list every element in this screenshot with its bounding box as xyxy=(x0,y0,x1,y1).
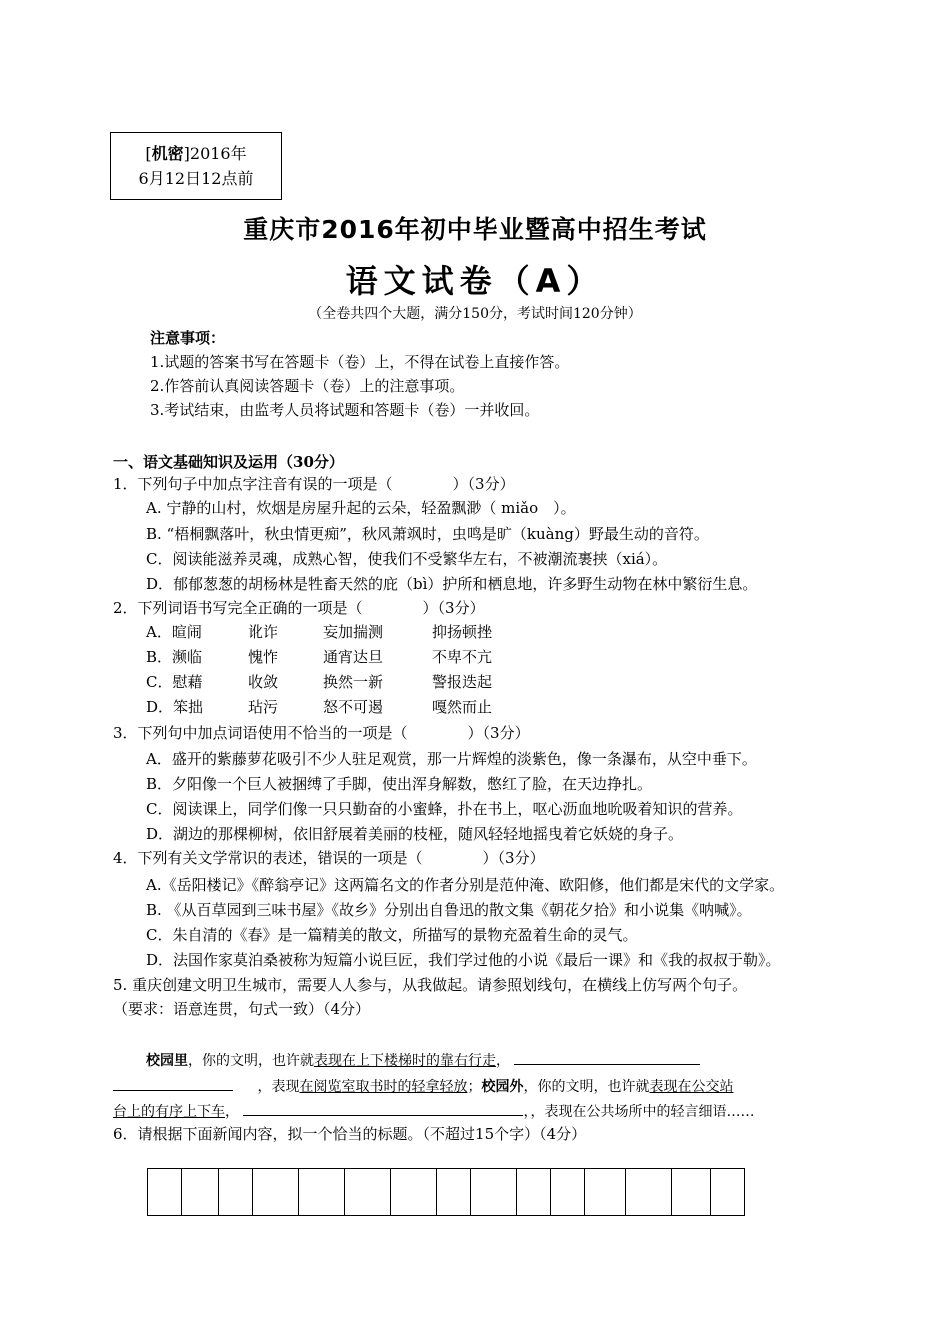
grid-cell[interactable] xyxy=(148,1169,182,1215)
grid-cell[interactable] xyxy=(391,1169,437,1215)
grid-cell[interactable] xyxy=(253,1169,299,1215)
notice-item: 1.试题的答案书写在答题卡（卷）上，不得在试卷上直接作答。 xyxy=(150,353,570,371)
q1-option-c: C．阅读能滋养灵魂，成熟心智，使我们不受繁华左右，不被潮流裹挟（xiá）。 xyxy=(146,550,668,568)
q4-option-d: D．法国作家莫泊桑被称为短篇小说巨匠，我们学过他的小说《最后一课》和《我的叔叔于勒》。 xyxy=(146,951,781,969)
section-heading: 一、语文基础知识及运用（30分） xyxy=(113,453,344,471)
q4-option-c: C．朱自清的《春》是一篇精美的散文，所描写的景物充盈着生命的灵气。 xyxy=(146,926,638,944)
q1-option-d: D．郁郁葱葱的胡杨林是牲畜天然的庇（bì）护所和栖息地，许多野生动物在林中繁衍生息。 xyxy=(146,575,758,593)
q3-option-c: C．阅读课上，同学们像一只只勤奋的小蜜蜂，扑在书上，呕心沥血地吮吸着知识的营养。 xyxy=(146,800,743,818)
q1-stem: 1．下列句子中加点字注音有误的一项是（ ）（3分） xyxy=(113,475,515,493)
confidential-label: [机密] xyxy=(145,144,190,163)
answer-blank[interactable] xyxy=(243,1101,523,1116)
grid-cell[interactable] xyxy=(437,1169,471,1215)
grid-cell[interactable] xyxy=(711,1169,744,1215)
grid-cell[interactable] xyxy=(626,1169,672,1215)
deadline: 6月12日12点前 xyxy=(138,169,254,188)
notice-item: 3.考试结束，由监考人员将试题和答题卡（卷）一并收回。 xyxy=(150,401,540,419)
q5-line-2: ，表现在阅览室取书时的轻拿轻放；校园外，你的文明，也许就表现在公交站 xyxy=(113,1076,733,1097)
q3-option-b: B．夕阳像一个巨人被捆缚了手脚，使出浑身解数，憋红了脸，在天边挣扎。 xyxy=(146,775,653,793)
paper-info: （全卷共四个大题，满分150分，考试时间120分钟） xyxy=(308,306,642,322)
grid-cell[interactable] xyxy=(551,1169,585,1215)
q3-option-d: D．湖边的那棵柳树，依旧舒展着美丽的枝桠，随风轻轻地摇曳着它妖娆的身子。 xyxy=(146,825,684,843)
grid-cell[interactable] xyxy=(585,1169,626,1215)
q5-stem: 5. 重庆创建文明卫生城市，需要人人参与，从我做起。请参照划线句，在横线上仿写两个句子。 xyxy=(113,976,748,994)
q1-option-b: B. “梧桐飘落叶，秋虫情更痴”，秋风萧飒时，虫鸣是旷（kuàng）野最生动的音符。 xyxy=(146,525,709,543)
grid-cell[interactable] xyxy=(182,1169,219,1215)
grid-cell[interactable] xyxy=(672,1169,711,1215)
q5-line-3: 台上的有序上下车， ，，表现在公共场所中的轻言细语…… xyxy=(113,1101,754,1122)
q2-stem: 2．下列词语书写完全正确的一项是（ ）（3分） xyxy=(113,599,485,617)
q5-requirement: （要求：语意连贯，句式一致）（4分） xyxy=(113,1000,371,1018)
q4-option-a: A.《岳阳楼记》《醉翁亭记》这两篇名文的作者分别是范仲淹、欧阳修，他们都是宋代的文学家。 xyxy=(146,876,785,894)
answer-grid[interactable] xyxy=(147,1168,745,1216)
q5-line-1: 校园里，你的文明，也许就表现在上下楼梯时的靠右行走， xyxy=(146,1050,700,1071)
grid-cell[interactable] xyxy=(471,1169,517,1215)
q3-option-a: A．盛开的紫藤萝花吸引不少人驻足观赏，那一片辉煌的淡紫色，像一条瀑布，从空中垂下。 xyxy=(146,750,757,768)
confidential-box: [机密]2016年 6月12日12点前 xyxy=(110,132,282,200)
notice-heading: 注意事项： xyxy=(150,329,226,347)
q3-stem: 3．下列句中加点词语使用不恰当的一项是（ ）（3分） xyxy=(113,724,530,742)
grid-cell[interactable] xyxy=(299,1169,345,1215)
answer-blank[interactable] xyxy=(113,1076,233,1091)
exam-title: 重庆市2016年初中毕业暨高中招生考试 xyxy=(243,215,707,244)
q6-stem: 6．请根据下面新闻内容，拟一个恰当的标题。（不超过15个字）（4分） xyxy=(113,1125,587,1143)
grid-cell[interactable] xyxy=(517,1169,551,1215)
q4-option-b: B. 《从百草园到三味书屋》《故乡》分别出自鲁迅的散文集《朝花夕拾》和小说集《呐喊》。 xyxy=(146,901,752,919)
q4-stem: 4．下列有关文学常识的表述，错误的一项是（ ）（3分） xyxy=(113,849,545,867)
answer-blank[interactable] xyxy=(514,1050,700,1065)
paper-title: 语文试卷（A） xyxy=(345,262,605,300)
grid-cell[interactable] xyxy=(345,1169,391,1215)
q1-option-a: A. 宁静的山村，炊烟是房屋升起的云朵，轻盈飘渺（ miǎo ）。 xyxy=(146,499,576,517)
notice-item: 2.作答前认真阅读答题卡（卷）上的注意事项。 xyxy=(150,377,465,395)
grid-cell[interactable] xyxy=(219,1169,253,1215)
